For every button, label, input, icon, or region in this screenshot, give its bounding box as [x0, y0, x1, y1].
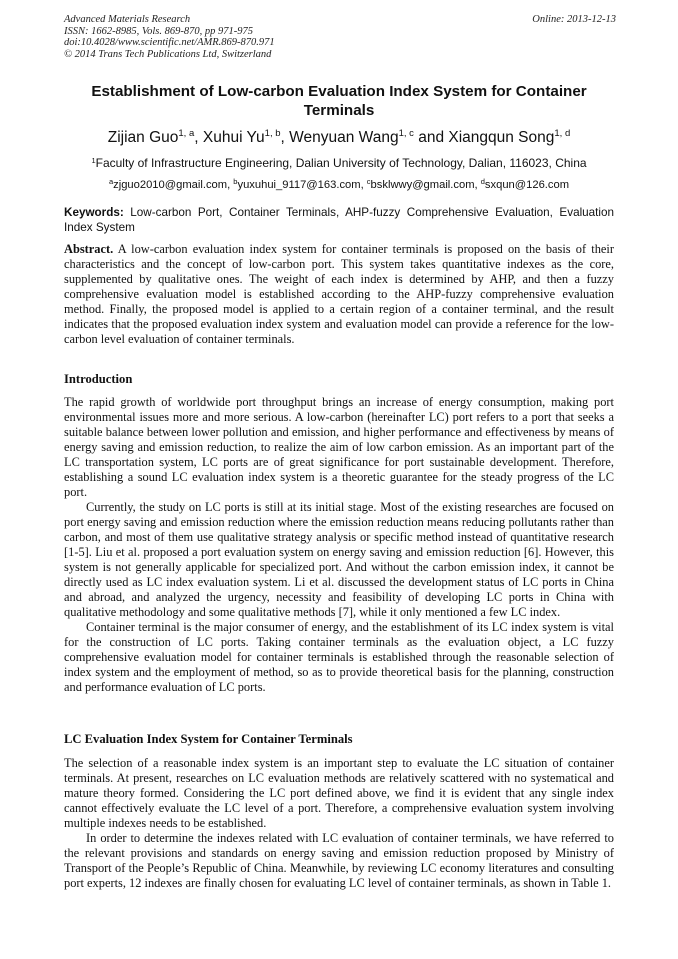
author-name: Wenyuan Wang: [289, 129, 399, 146]
email-address[interactable]: bsklwwy@gmail.com: [370, 179, 475, 191]
paragraph: In order to determine the indexes related with LC evaluation of container terminals, we have referred to the relevant provisions and standards on energy saving and emission reduction proposed by Ministry of Transport of the People’s Republic of China. Meanwhile, by reviewing LC economy literatures and consulting port experts, 12 indexes are finally chosen for evaluating LC level of container terminals, as shown in Table 1.: [64, 831, 614, 890]
email-list: $^a$zjguo2010@gmail.com, $^b$yuxuhui_9117@163.com, $^c$bsklwwy@gmail.com, $^d$sxqun@126.com: [108, 177, 570, 191]
email-address[interactable]: zjguo2010@gmail.com: [113, 179, 228, 191]
online-date: Online: 2013-12-13: [532, 14, 616, 25]
author-affiliation-mark: 1, d: [554, 128, 571, 139]
paragraph: Currently, the study on LC ports is still at its initial stage. Most of the existing researches are focused on port energy saving and emission reduction where the emission reduction means reducing pollutants rather than carbon, and most of them use qualitative strategy analysis or specific method instead of quantitative research [1-5]. Liu et al. proposed a port evaluation system on energy saving and emission reduction [6]. However, this system is not generally applicable for specialized port. And without the carbon emission index, it cannot be directly used as LC index evaluation system. Li et al. discussed the development status of LC ports in China and abroad, and analyzed the urgency, necessity and feasibility of developing LC ports in China with qualitative methodology and some qualitative methods [7], while it only mentioned a few LC index.: [64, 500, 614, 619]
affiliation: [64, 156, 614, 171]
section-heading-introduction: Introduction: [64, 372, 133, 386]
keywords-text: Low-carbon Port, Container Terminals, AHP-fuzzy Comprehensive Evaluation, Evaluation Index System: [64, 206, 615, 234]
author-list: [64, 128, 614, 148]
journal-issn: ISSN: 1662-8985, Vols. 869-870, pp 971-975: [64, 25, 253, 37]
email-mark: d: [480, 177, 485, 186]
author-name: Xiangqun Song: [448, 129, 555, 146]
author-affiliation-mark: 1, a: [178, 128, 195, 139]
author-affiliation-mark: 1, b: [264, 128, 281, 139]
abstract-text: A low-carbon evaluation index system for container terminals is proposed on the basis of their characteristics and the concept of low-carbon port. This system takes quantitative indexes as the core, supplemented by qualitative ones. The weight of each index is determined by AHP, and then a fuzzy comprehensive evaluation model is established according to the AHP-fuzzy comprehensive evaluation method. Finally, the proposed model is applied to a certain region of a container terminal, and the result indicates that the proposed evaluation index system and evaluation model can provide a reference for the low-carbon level evaluation of container terminals.: [64, 242, 614, 346]
email-address[interactable]: yuxuhui_9117@163.com: [237, 179, 361, 191]
keywords-label: Keywords:: [64, 206, 124, 219]
paragraph: The selection of a reasonable index system is an important step to evaluate the LC situation of container terminals. At present, researches on LC evaluation methods are relatively scattered with no systematical and mature theory formed. Considering the LC port defined above, we find it is evident that any single index cannot effectively evaluate the LC level of a port. Therefore, a comprehensive evaluation system involving multiple indexes needs to be established.: [64, 756, 614, 830]
paragraph: Container terminal is the major consumer of energy, and the establishment of its LC index system is vital for the construction of LC ports. Taking container terminals as the evaluation object, a LC fuzzy comprehensive evaluation model for container terminals is established through the reasonable selection of index system and the employment of method, so as to provide theoretical basis for the planning, construction and performance evaluation of LC ports.: [64, 620, 614, 694]
email-mark: a: [108, 177, 114, 186]
email-mark: b: [233, 177, 238, 186]
author-separator: and: [413, 129, 449, 146]
abstract-label: Abstract.: [64, 242, 114, 256]
journal-header: [64, 14, 616, 60]
affiliation-text: Faculty of Infrastructure Engineering, Dalian University of Technology, Dalian, 116023, China: [95, 156, 587, 170]
abstract-block: [64, 242, 614, 347]
section-heading-index-system: LC Evaluation Index System for Container Terminals: [64, 732, 353, 746]
author-name: Zijian Guo: [107, 129, 179, 146]
section-index-system-body: [64, 756, 614, 891]
email-mark: c: [366, 177, 371, 186]
author-affiliation-mark: 1, c: [398, 128, 414, 139]
copyright-line: © 2014 Trans Tech Publications Ltd, Switzerland: [64, 48, 272, 60]
keywords-block: [64, 206, 614, 235]
author-separator: ,: [194, 129, 203, 146]
affiliation-mark: 1: [91, 156, 96, 165]
author-name: Xuhui Yu: [202, 129, 265, 146]
paper-title: Establishment of Low-carbon Evaluation Index System for Container Terminals: [91, 83, 587, 119]
journal-name: Advanced Materials Research: [64, 14, 191, 25]
article-doi: doi:10.4028/www.scientific.net/AMR.869-870.971: [64, 37, 275, 48]
author-separator: ,: [280, 129, 290, 146]
paragraph: The rapid growth of worldwide port throughput brings an increase of energy consumption, making port environmental issues more and more serious. A low-carbon (hereinafter LC) port refers to a port that seeks a suitable balance between lower pollution and emission, and higher performance and effectiveness by means of energy saving and emission reduction, to realize the aim of low carbon emission. As an important part of the LC transportation system, LC ports are of great significance for port sustainable development. Therefore, establishing a sound LC evaluation index system is a theoretic guarantee for the steady progress of the LC port.: [64, 395, 614, 499]
section-introduction-body: [64, 395, 614, 695]
email-address[interactable]: sxqun@126.com: [484, 179, 570, 191]
